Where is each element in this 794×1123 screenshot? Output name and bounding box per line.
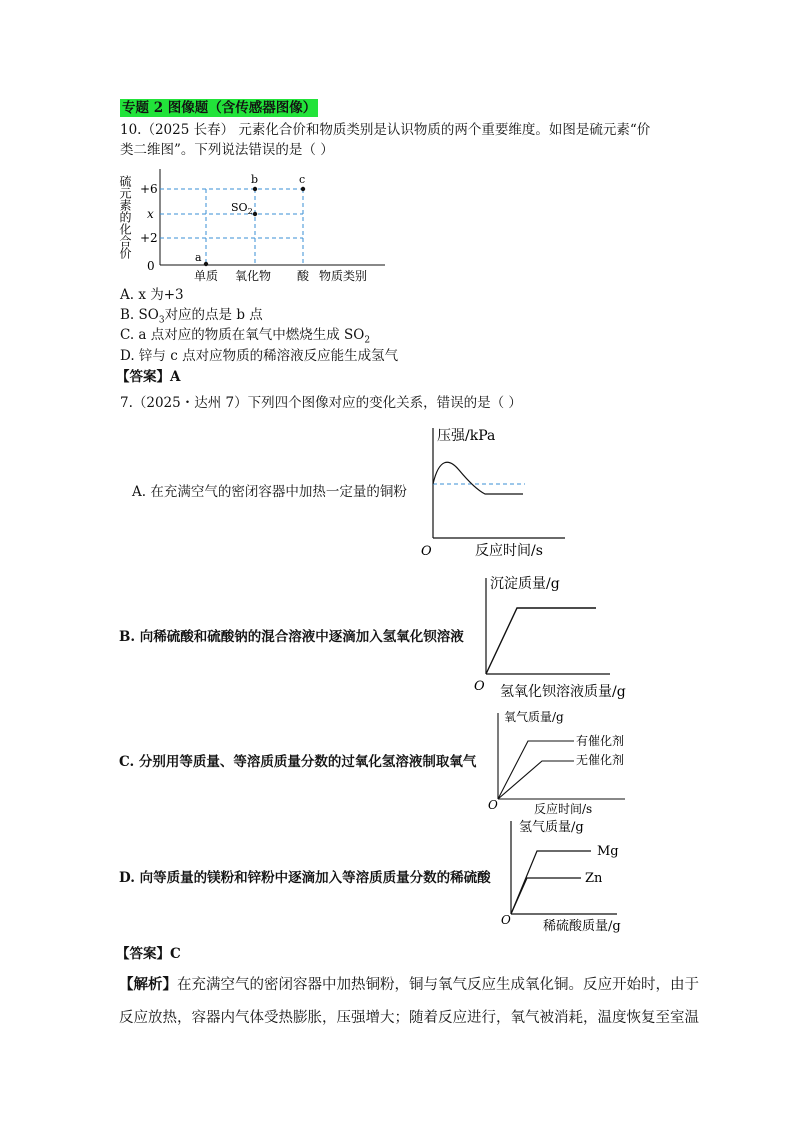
- xtick-element: 单质: [194, 269, 219, 283]
- point-so2-label: $SO_2$: [231, 201, 253, 216]
- xtick-acid: 酸: [297, 269, 310, 283]
- ytick-plus6: +6: [140, 182, 158, 196]
- graph-b-origin: O: [474, 679, 485, 694]
- point-c: [301, 187, 305, 191]
- graph-d-curve-zn: [511, 878, 581, 914]
- graph-c-curve-no-catalyst: [498, 761, 574, 799]
- graph-b-xlabel: 氢氧化钡溶液质量/g: [500, 684, 626, 700]
- q7-answer: 【答案】C: [116, 946, 181, 962]
- point-b-label: b: [251, 173, 259, 186]
- graph-c-origin: O: [488, 798, 498, 812]
- graph-a-curve: [433, 462, 523, 494]
- q7-graph-d: [497, 815, 637, 935]
- graph-d-label-mg: Mg: [597, 844, 619, 859]
- q7-option-d-text: D. 向等质量的镁粉和锌粉中逐滴加入等溶质质量分数的稀硫酸: [119, 870, 491, 886]
- q7-analysis-line2: 反应放热，容器内气体受热膨胀，压强增大；随着反应进行，氧气被消耗，温度恢复至室温: [119, 1010, 699, 1026]
- q7-analysis-line1: 【解析】在充满空气的密闭容器中加热铜粉，铜与氧气反应生成氧化铜。反应开始时，由于: [119, 976, 699, 993]
- analysis-tag: 【解析】: [119, 976, 177, 993]
- chart-xlabel: 物质类别: [319, 269, 368, 283]
- q10-option-c: C. a 点对应的物质在氧气中燃烧生成 $SO_2$: [120, 327, 371, 346]
- graph-a-xlabel: 反应时间/s: [475, 543, 543, 559]
- q10-stem-line2: 类二维图”。下列说法错误的是（ ）: [120, 142, 334, 158]
- q7-graph-a: [415, 420, 575, 560]
- q7-stem: 7.（2025・达州 7）下列四个图像对应的变化关系，错误的是（ ）: [120, 395, 522, 411]
- q7-graph-c: [480, 705, 640, 820]
- q10-option-a: A. x 为+3: [120, 287, 184, 303]
- graph-d-origin: O: [501, 913, 511, 927]
- graph-d-curve-mg: [511, 851, 591, 914]
- sulfur-valence-chart: [115, 165, 385, 285]
- q7-option-c-text: C. 分别用等质量、等溶质质量分数的过氧化氢溶液制取氧气: [119, 754, 477, 770]
- graph-c-label-no-catalyst: 无催化剂: [576, 753, 625, 767]
- graph-c-label-catalyst: 有催化剂: [576, 734, 625, 748]
- q10-option-d: D. 锌与 c 点对应物质的稀溶液反应能生成氢气: [120, 348, 399, 364]
- q7-graph-b: [470, 570, 650, 700]
- q7-option-a-text: A. 在充满空气的密闭容器中加热一定量的铜粉: [132, 484, 407, 500]
- graph-a-ylabel: 压强/kPa: [437, 428, 496, 444]
- graph-a-origin: O: [421, 544, 432, 559]
- chart-ylabel: 硫元素的化合价: [118, 175, 132, 259]
- q10-stem-line1: 10.（2025 长春） 元素化合价和物质类别是认识物质的两个重要维度。如图是硫元素“价: [120, 122, 651, 138]
- point-a-label: a: [195, 251, 202, 264]
- graph-d-ylabel: 氢气质量/g: [519, 820, 584, 835]
- xtick-oxide: 氧化物: [235, 269, 272, 283]
- q7-option-b-text: B. 向稀硫酸和硫酸钠的混合溶液中逐滴加入氢氧化钡溶液: [119, 629, 464, 645]
- point-b: [253, 187, 257, 191]
- graph-c-ylabel: 氧气质量/g: [504, 710, 564, 724]
- ytick-zero: 0: [147, 259, 155, 273]
- graph-d-label-zn: Zn: [585, 871, 603, 886]
- point-c-label: c: [299, 173, 306, 186]
- q10-option-b: B. $SO_3$对应的点是 b 点: [120, 307, 263, 326]
- q10-answer: 【答案】A: [116, 369, 181, 385]
- point-so2: [253, 212, 257, 216]
- ytick-x: x: [147, 207, 154, 221]
- point-a: [204, 262, 208, 266]
- section-heading: 专题 2 图像题（含传感器图像）: [122, 100, 317, 116]
- graph-d-xlabel: 稀硫酸质量/g: [543, 919, 621, 934]
- graph-b-curve: [486, 608, 596, 674]
- graph-b-ylabel: 沉淀质量/g: [490, 576, 560, 592]
- graph-c-xlabel: 反应时间/s: [534, 802, 593, 816]
- ytick-plus2: +2: [140, 231, 158, 245]
- graph-c-curve-catalyst: [498, 741, 574, 799]
